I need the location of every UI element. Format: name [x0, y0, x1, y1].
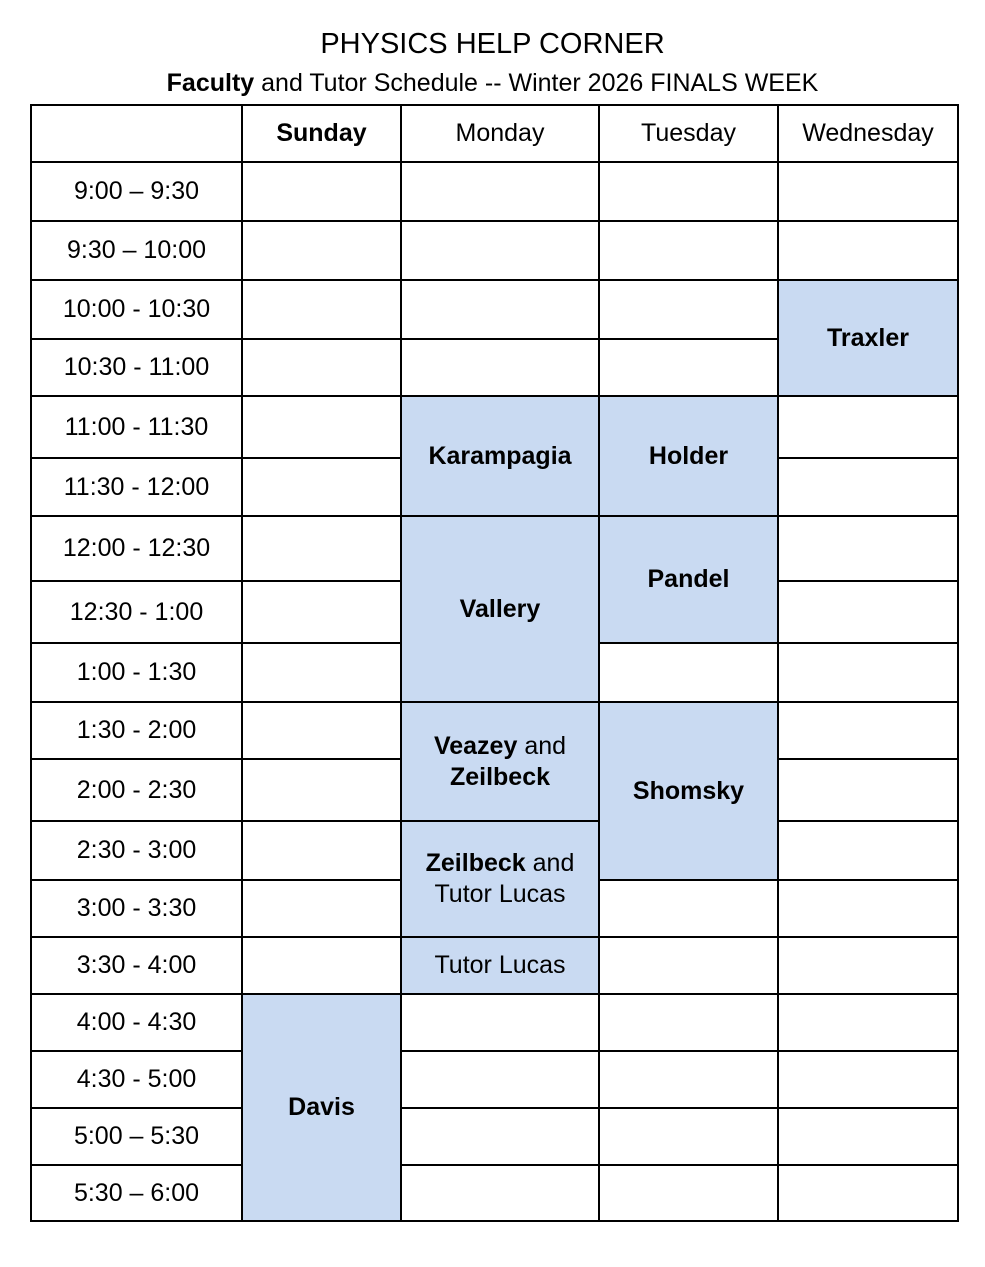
empty-cell	[401, 339, 599, 396]
empty-cell	[778, 821, 958, 880]
empty-cell	[778, 759, 958, 821]
empty-cell	[242, 339, 401, 396]
empty-cell	[599, 1165, 778, 1221]
empty-cell	[599, 643, 778, 702]
empty-cell	[242, 396, 401, 458]
empty-cell	[242, 937, 401, 994]
time-cell: 11:00 - 11:30	[31, 396, 242, 458]
table-row	[31, 821, 958, 880]
empty-cell	[242, 643, 401, 702]
empty-cell	[599, 1051, 778, 1108]
empty-cell	[778, 162, 958, 221]
time-cell: 4:30 - 5:00	[31, 1051, 242, 1108]
table-row	[31, 396, 958, 458]
header-row	[31, 105, 958, 162]
empty-cell	[242, 221, 401, 280]
empty-cell	[599, 937, 778, 994]
empty-cell	[401, 221, 599, 280]
session-cell-pandel: Pandel	[599, 516, 778, 643]
empty-cell	[242, 516, 401, 581]
time-cell: 5:30 – 6:00	[31, 1165, 242, 1221]
empty-cell	[778, 221, 958, 280]
table-row	[31, 1165, 958, 1221]
empty-cell	[778, 643, 958, 702]
empty-cell	[778, 458, 958, 516]
empty-cell	[599, 339, 778, 396]
time-cell: 5:00 – 5:30	[31, 1108, 242, 1165]
session-cell-veazey-zeilbeck: Veazey and Zeilbeck	[401, 702, 599, 821]
empty-cell	[778, 1165, 958, 1221]
empty-cell	[778, 702, 958, 759]
empty-cell	[242, 702, 401, 759]
time-cell: 10:30 - 11:00	[31, 339, 242, 396]
empty-cell	[599, 221, 778, 280]
table-row	[31, 702, 958, 759]
time-cell: 3:00 - 3:30	[31, 880, 242, 937]
day-header-tuesday: Tuesday	[599, 105, 778, 162]
session-cell-davis: Davis	[242, 994, 401, 1221]
time-cell: 9:00 – 9:30	[31, 162, 242, 221]
empty-cell	[242, 581, 401, 643]
time-cell: 4:00 - 4:30	[31, 994, 242, 1051]
day-header-sunday: Sunday	[242, 105, 401, 162]
corner-cell	[31, 105, 242, 162]
table-row	[31, 994, 958, 1051]
empty-cell	[401, 994, 599, 1051]
subtitle-bold: Faculty	[166, 69, 255, 97]
session-cell-holder: Holder	[599, 396, 778, 516]
session-cell-vallery: Vallery	[401, 516, 599, 702]
empty-cell	[401, 1051, 599, 1108]
session-cell-karampagia: Karampagia	[401, 396, 599, 516]
time-cell: 2:00 - 2:30	[31, 759, 242, 821]
day-header-wednesday: Wednesday	[778, 105, 958, 162]
empty-cell	[401, 162, 599, 221]
page-subtitle	[0, 68, 985, 98]
empty-cell	[778, 880, 958, 937]
empty-cell	[778, 1051, 958, 1108]
time-cell: 9:30 – 10:00	[31, 221, 242, 280]
table-row	[31, 280, 958, 339]
session-cell-shomsky: Shomsky	[599, 702, 778, 880]
session-cell-traxler: Traxler	[778, 280, 958, 396]
empty-cell	[778, 516, 958, 581]
table-row	[31, 937, 958, 994]
time-cell: 1:30 - 2:00	[31, 702, 242, 759]
time-cell: 12:30 - 1:00	[31, 581, 242, 643]
time-cell: 2:30 - 3:00	[31, 821, 242, 880]
empty-cell	[599, 994, 778, 1051]
empty-cell	[599, 1108, 778, 1165]
empty-cell	[242, 458, 401, 516]
day-header-monday: Monday	[401, 105, 599, 162]
empty-cell	[242, 880, 401, 937]
empty-cell	[778, 1108, 958, 1165]
time-cell: 10:00 - 10:30	[31, 280, 242, 339]
session-cell-tutor-lucas: Tutor Lucas	[401, 937, 599, 994]
table-row	[31, 162, 958, 221]
empty-cell	[778, 937, 958, 994]
empty-cell	[242, 759, 401, 821]
session-cell-zeilbeck-lucas: Zeilbeck and Tutor Lucas	[401, 821, 599, 937]
table-row	[31, 516, 958, 581]
empty-cell	[599, 162, 778, 221]
empty-cell	[242, 162, 401, 221]
page-title: PHYSICS HELP CORNER	[320, 28, 665, 60]
empty-cell	[778, 581, 958, 643]
empty-cell	[778, 396, 958, 458]
empty-cell	[242, 821, 401, 880]
time-cell: 11:30 - 12:00	[31, 458, 242, 516]
table-row	[31, 1108, 958, 1165]
empty-cell	[401, 1108, 599, 1165]
schedule-table	[30, 104, 959, 1222]
empty-cell	[401, 1165, 599, 1221]
empty-cell	[599, 280, 778, 339]
empty-cell	[778, 994, 958, 1051]
empty-cell	[401, 280, 599, 339]
empty-cell	[599, 880, 778, 937]
time-cell: 12:00 - 12:30	[31, 516, 242, 581]
time-cell: 3:30 - 4:00	[31, 937, 242, 994]
subtitle-rest: and Tutor Schedule -- Winter 2026 FINALS WEEK	[254, 69, 819, 97]
table-row	[31, 221, 958, 280]
time-cell: 1:00 - 1:30	[31, 643, 242, 702]
empty-cell	[242, 280, 401, 339]
table-row	[31, 1051, 958, 1108]
